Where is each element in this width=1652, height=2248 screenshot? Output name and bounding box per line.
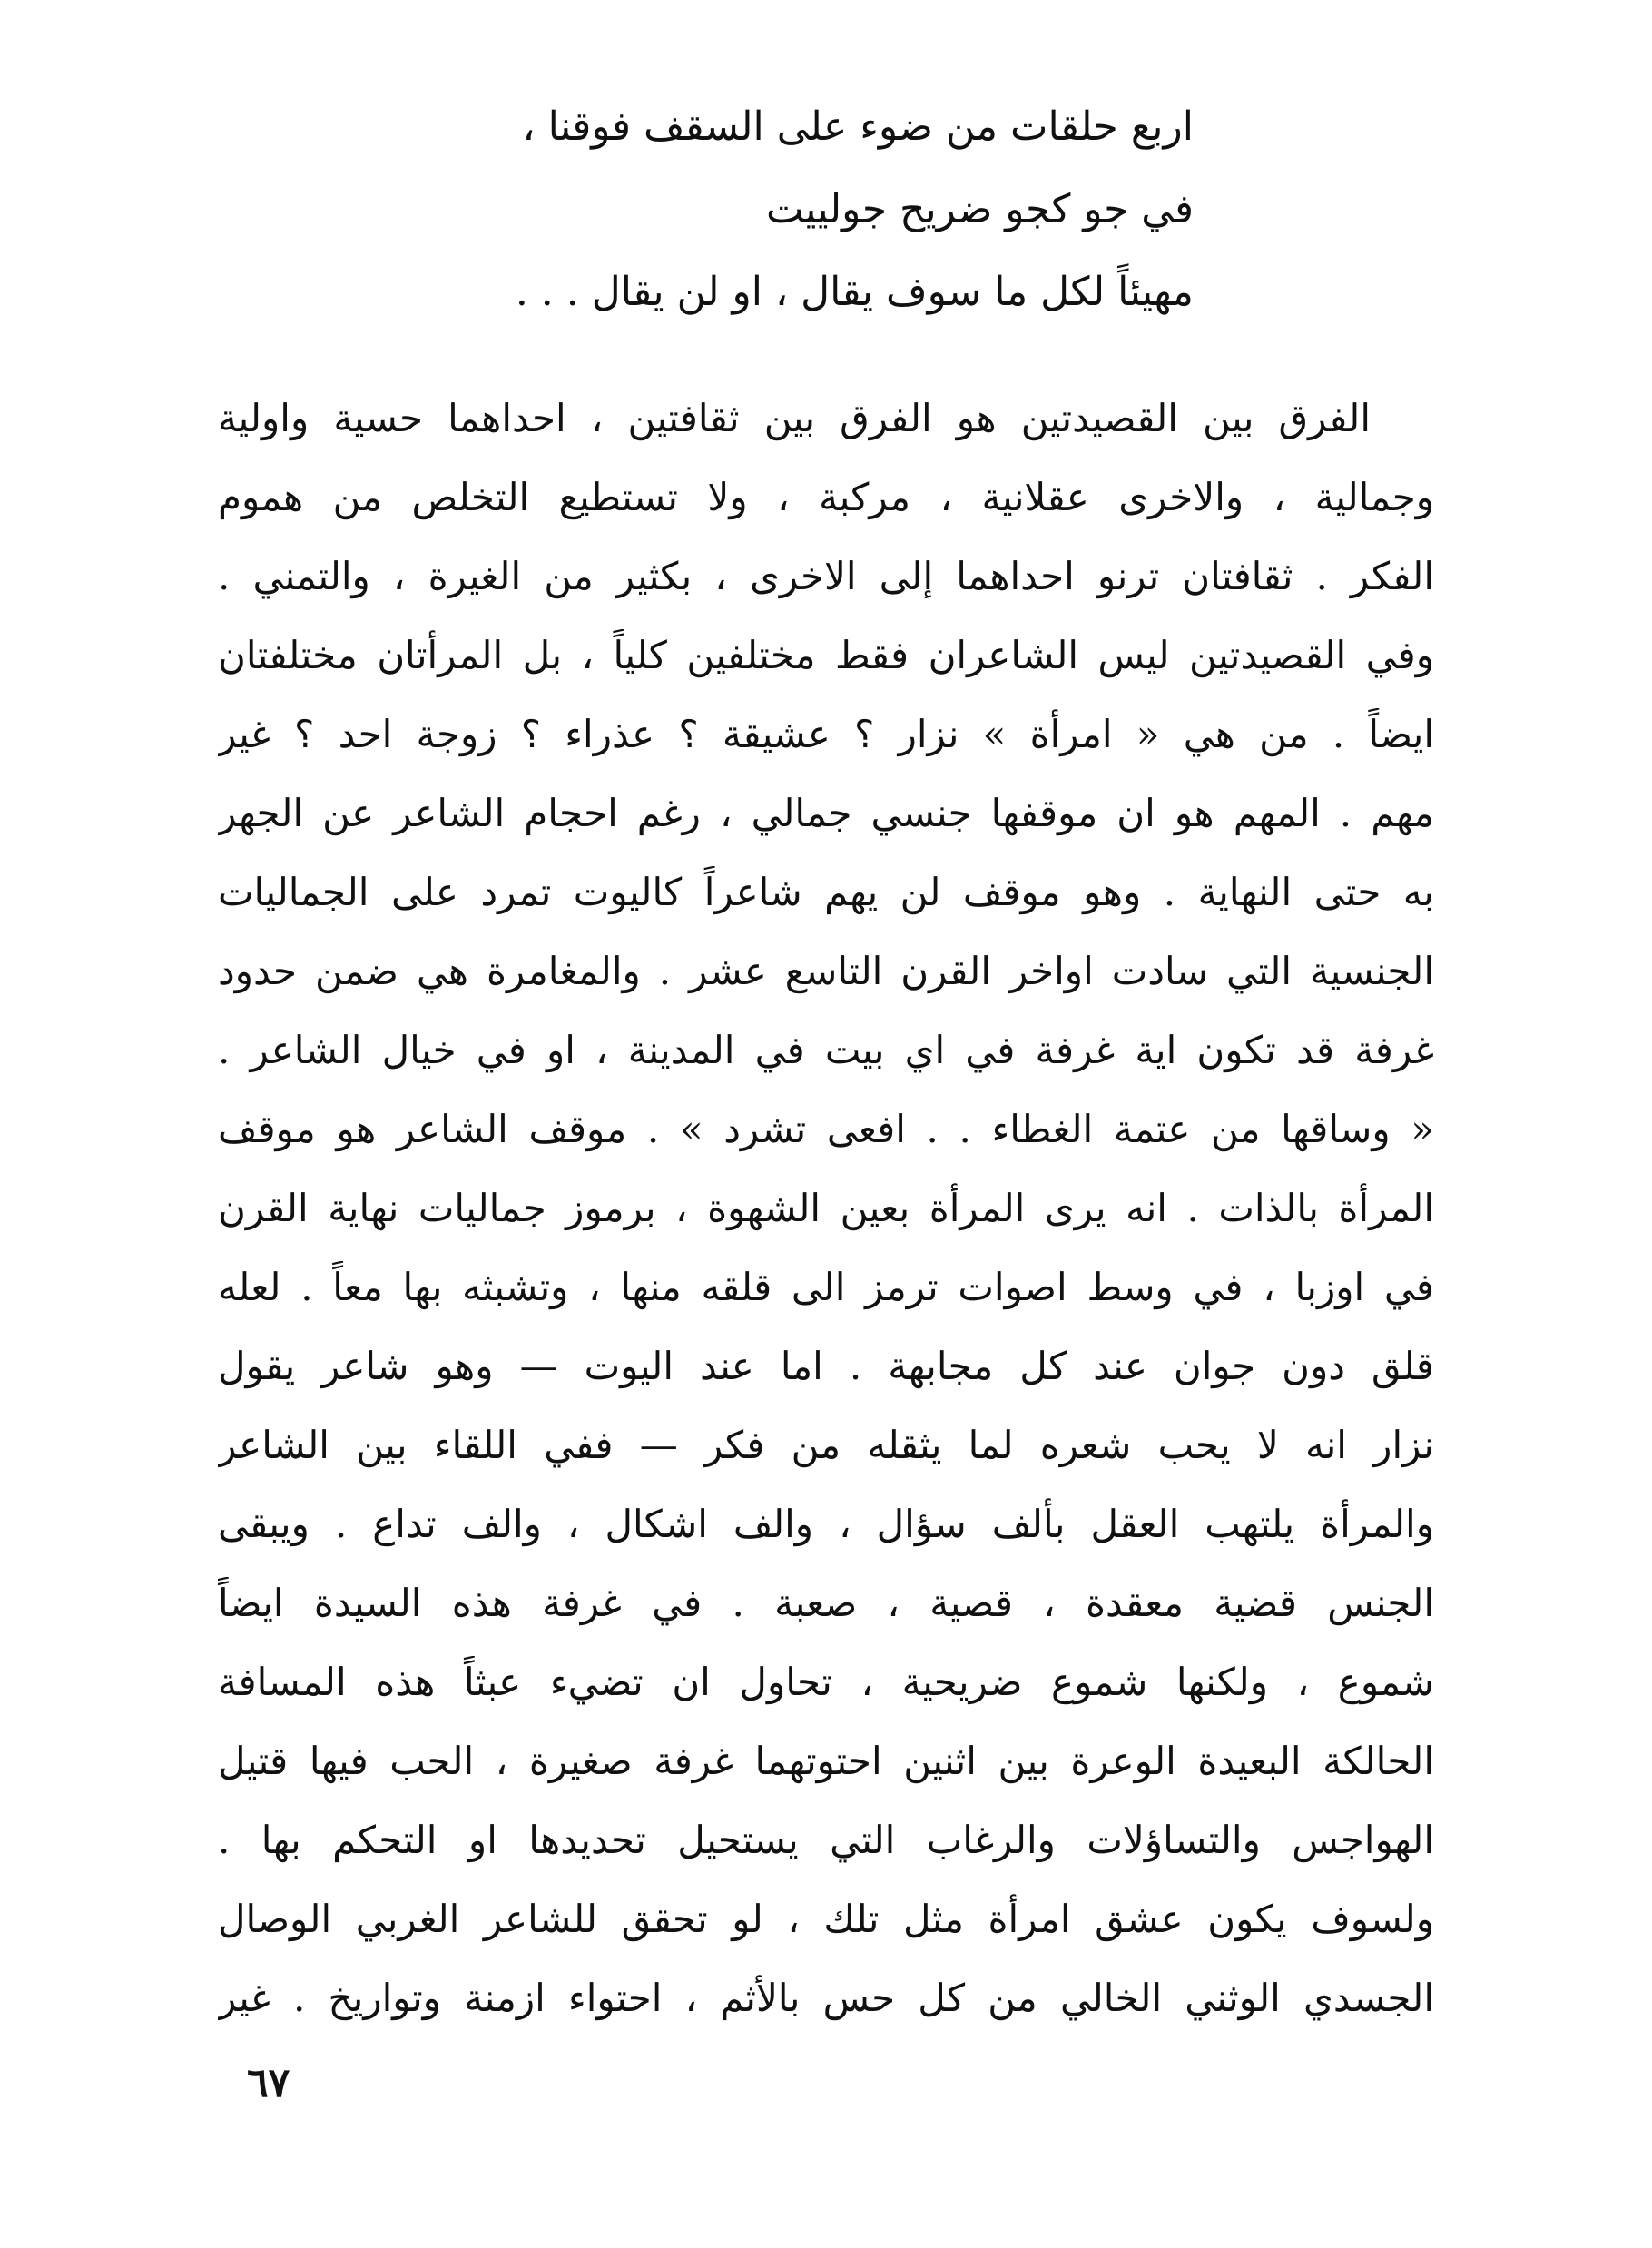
verse-line-3: مهيئاً لكل ما سوف يقال ، او لن يقال . . . — [515, 269, 1194, 315]
paragraph-line: شموع ، ولكنها شموع ضريحية ، تحاول ان تضيء عبثاً هذه المسافة — [218, 1660, 1434, 1704]
paragraph-line: ولسوف يكون عشق امرأة مثل تلك ، لو تحقق للشاعر الغربي الوصال — [218, 1897, 1434, 1941]
paragraph-line: مهم . المهم هو ان موقفها جنسي جمالي ، رغم احجام الشاعر عن الجهر — [218, 791, 1434, 835]
paragraph-line: الحالكة البعيدة الوعرة بين اثنين احتوتهما غرفة صغيرة ، الحب فيها قتيل — [218, 1739, 1434, 1783]
paragraph-line: الفرق بين القصيدتين هو الفرق بين ثقافتين ، احداهما حسية واولية — [218, 396, 1371, 440]
poem-quote — [377, 100, 1194, 348]
paragraph-line: المرأة بالذات . انه يرى المرأة بعين الشهوة ، برموز جماليات نهاية القرن — [218, 1186, 1434, 1230]
paragraph-line: الجنسية التي سادت اواخر القرن التاسع عشر . والمغامرة هي ضمن حدود — [218, 949, 1434, 993]
verse-line-1: اربع حلقات من ضوء على السقف فوقنا ، — [522, 104, 1194, 150]
paragraph-line: الفكر . ثقافتان ترنو احداهما إلى الاخرى ، بكثير من الغيرة ، والتمني . — [218, 554, 1434, 598]
paragraph-line: قلق دون جوان عند كل مجابهة . اما عند اليوت — وهو شاعر يقول — [218, 1344, 1434, 1388]
verse-line-2: في جو كجو ضريح جولييت — [765, 186, 1194, 232]
paragraph-line: الهواجس والتساؤلات والرغاب التي يستحيل تحديدها او التحكم بها . — [218, 1818, 1434, 1862]
paragraph-line: به حتى النهاية . وهو موقف لن يهم شاعراً كاليوت تمرد على الجماليات — [218, 870, 1434, 914]
paragraph-line: غرفة قد تكون اية غرفة في اي بيت في المدينة ، او في خيال الشاعر . — [218, 1028, 1434, 1072]
page-number: ٦٧ — [247, 2060, 290, 2106]
paragraph-line: « وساقها من عتمة الغطاء . . افعى تشرد » . موقف الشاعر هو موقف — [218, 1107, 1434, 1151]
body-paragraph — [218, 392, 1434, 2051]
paragraph-line: نزار انه لا يحب شعره لما يثقله من فكر — ففي اللقاء بين الشاعر — [218, 1423, 1434, 1467]
paragraph-line: الجسدي الوثني الخالي من كل حس بالأثم ، احتواء ازمنة وتواريخ . غير — [218, 1976, 1434, 2020]
paragraph-line: في اوزبا ، في وسط اصوات ترمز الى قلقه منها ، وتشبثه بها معاً . لعله — [218, 1265, 1434, 1309]
paragraph-line: ايضاً . من هي « امرأة » نزار ؟ عشيقة ؟ عذراء ؟ زوجة احد ؟ غير — [218, 712, 1434, 756]
paragraph-line: والمرأة يلتهب العقل بألف سؤال ، والف اشكال ، والف تداع . ويبقى — [218, 1502, 1434, 1546]
paragraph-line: وجمالية ، والاخرى عقلانية ، مركبة ، ولا تستطيع التخلص من هموم — [218, 475, 1434, 519]
paragraph-line: وفي القصيدتين ليس الشاعران فقط مختلفين كلياً ، بل المرأتان مختلفتان — [218, 633, 1434, 677]
paragraph-line: الجنس قضية معقدة ، قصية ، صعبة . في غرفة هذه السيدة ايضاً — [218, 1581, 1434, 1625]
